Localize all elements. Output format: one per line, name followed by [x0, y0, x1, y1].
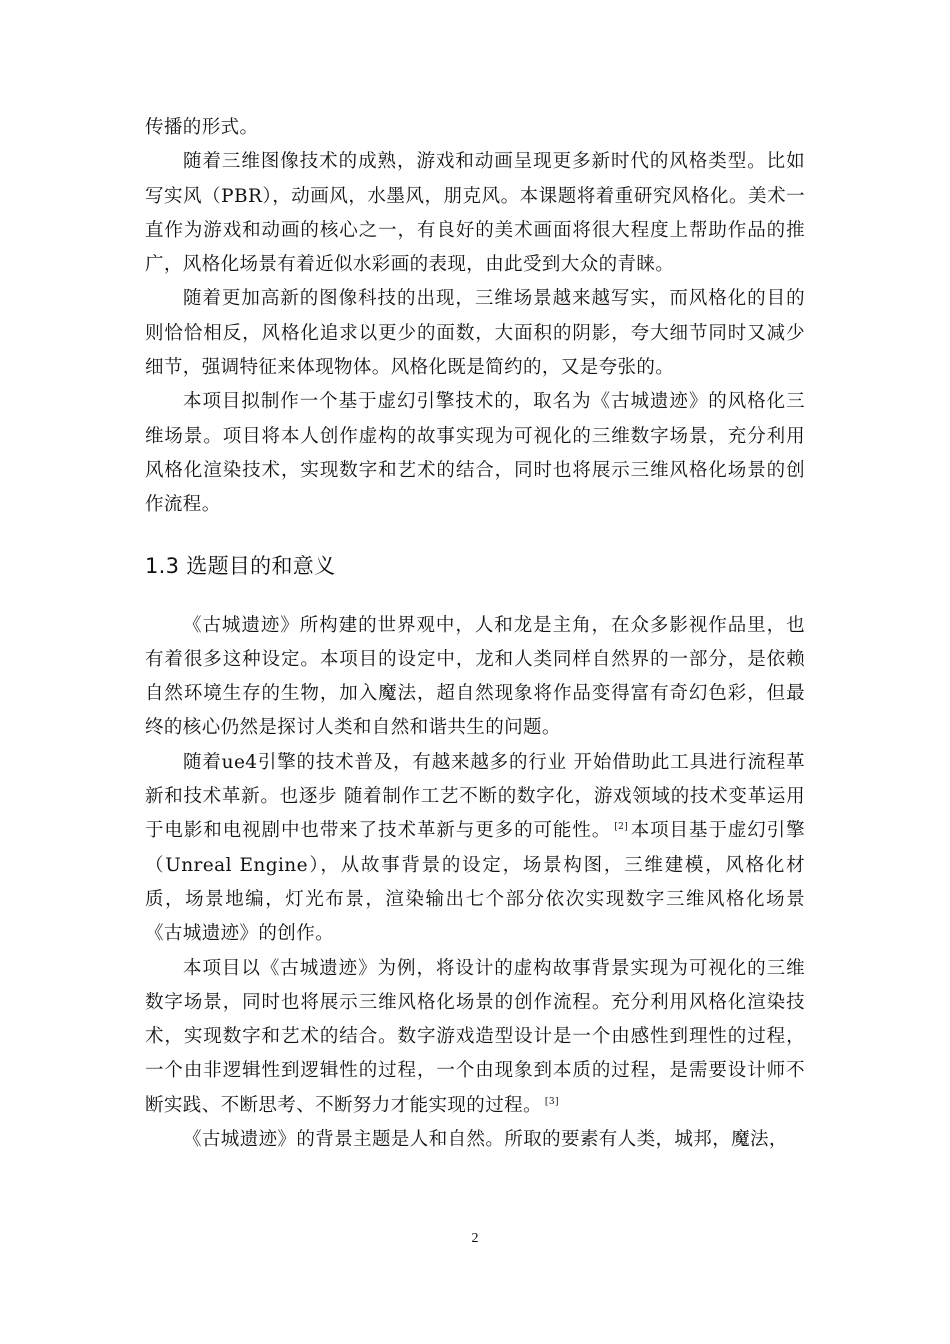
- paragraph-theme: 《古城遗迹》的背景主题是人和自然。所取的要素有人类，城邦，魔法，: [183, 1129, 788, 1151]
- paragraph-example: [145, 952, 805, 1123]
- paragraph-styles: 随着三维图像技术的成熟，游戏和动画呈现更多新时代的风格类型。比如写实风（PBR），动画风，水墨风，朋克风。本课题将着重研究风格化。美术一直作为游戏和动画的核心之一，有良好的美术画面将很大程度上帮助作品的推广，风格化场景有着近似水彩画的表现，由此受到大众的青睐。: [145, 151, 805, 276]
- citation-ref-2: [2]: [614, 822, 629, 833]
- paragraph-ue4: [145, 746, 805, 952]
- paragraph-project: 本项目拟制作一个基于虚幻引擎技术的，取名为《古城遗迹》的风格化三维场景。项目将本人创作虚构的故事实现为可视化的三维数字场景，充分利用风格化渲染技术，实现数字和艺术的结合，同时也将展示三维风格化场景的创作流程。: [145, 391, 805, 516]
- paragraph-ue4-text-b: 本项目基于虚幻引擎（Unreal Engine），从故事背景的设定，场景构图，三维建模，风格化材质，场景地编，灯光布景，渲染输出七个部分依次实现数字三维风格化场景《古城遗迹》的创作。: [145, 820, 805, 945]
- paragraph-worldview: 《古城遗迹》所构建的世界观中，人和龙是主角，在众多影视作品里，也有着很多这种设定。本项目的设定中，龙和人类同样自然界的一部分，是依赖自然环境生存的生物，加入魔法，超自然现象将作品变得富有奇幻色彩，但最终的核心仍然是探讨人类和自然和谐共生的问题。: [145, 614, 805, 739]
- paragraph-ue4-text-a: 随着ue4引擎的技术普及，有越来越多的行业 开始借助此工具进行流程革新和技术革新。也逐步 随着制作工艺不断的数字化，游戏领域的技术变革运用于电影和电视剧中也带来了技术革新与更多的可能性。: [145, 751, 805, 842]
- paragraph-intro-tail: 传播的形式。: [145, 117, 259, 138]
- citation-ref-3: [3]: [544, 1096, 559, 1107]
- paragraph-example-text: 本项目以《古城遗迹》为例，将设计的虚构故事背景实现为可视化的三维数字场景，同时也将展示三维风格化场景的创作流程。充分利用风格化渲染技术，实现数字和艺术的结合。数字游戏造型设计是一个由感性到理性的过程，一个由非逻辑性到逻辑性的过程，一个由现象到本质的过程，是需要设计师不断实践、不断思考、不断努力才能实现的过程。: [145, 957, 805, 1116]
- paragraph-stylization: 随着更加高新的图像科技的出现，三维场景越来越写实，而风格化的目的则恰恰相反，风格化追求以更少的面数，大面积的阴影，夸大细节同时又减少细节，强调特征来体现物体。风格化既是简约的，又是夸张的。: [145, 288, 805, 379]
- page-body: [145, 111, 805, 1157]
- page-number: 2: [471, 1231, 479, 1246]
- section-heading: 1.3 选题目的和意义: [145, 553, 336, 578]
